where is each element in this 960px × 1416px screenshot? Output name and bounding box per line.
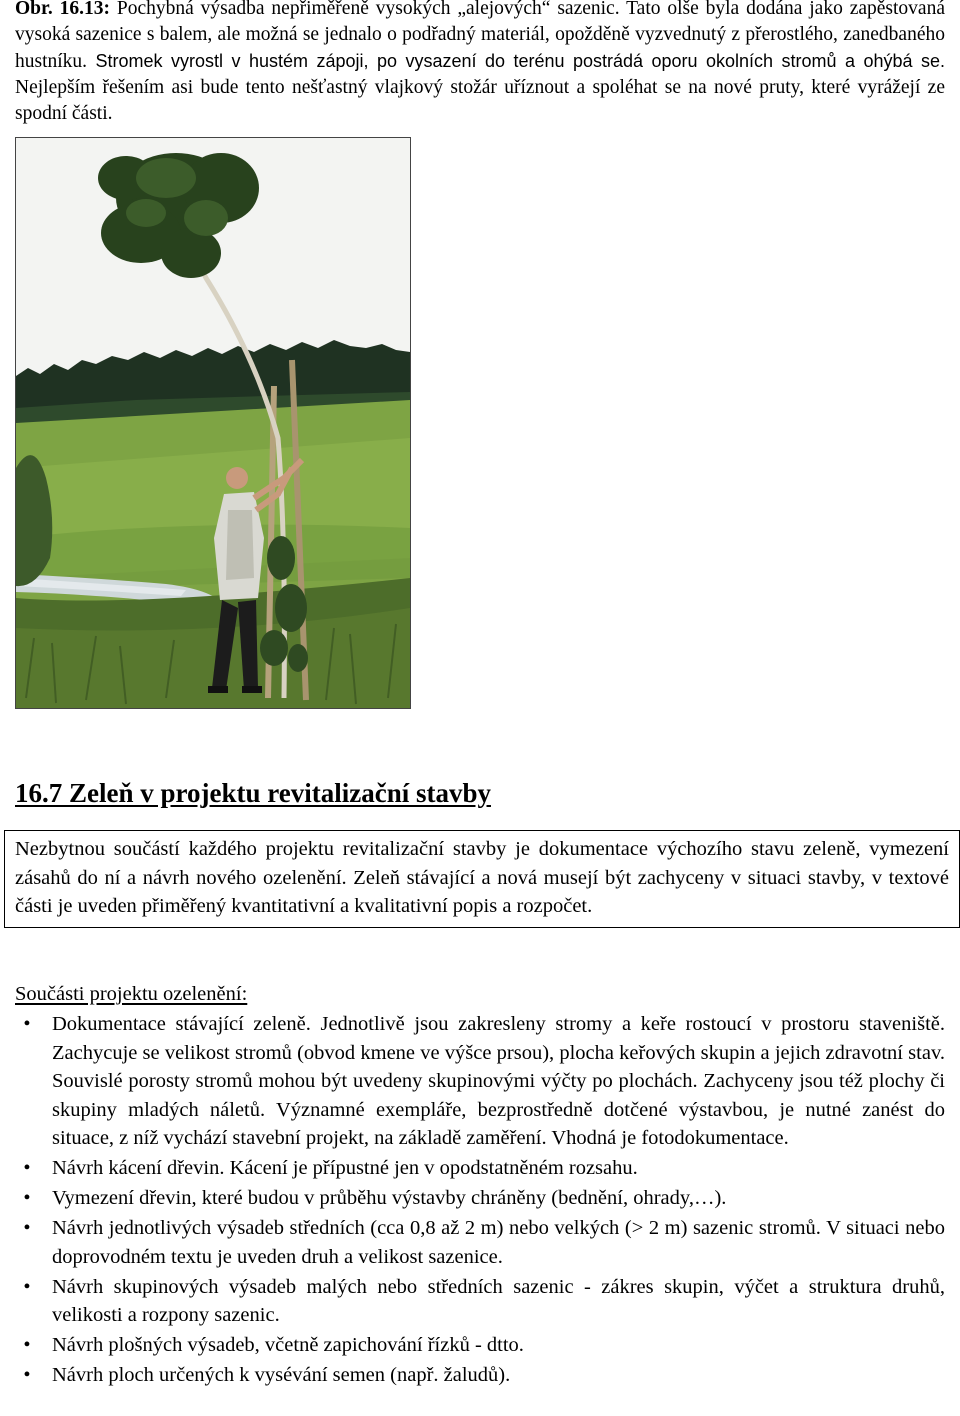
list-item-text: Návrh ploch určených k vysévání semen (např. žaludů). [52,1364,511,1386]
list-item [15,1010,945,1153]
list-item [15,1361,945,1390]
list-subheading: Součásti projektu ozelenění: [15,983,248,1005]
intro-box: Nezbytnou součástí každého projektu revitalizační stavby je dokumentace výchozího stavu zeleně, vymezení zásahů do ní a návrh nového ozelenění. Zeleň stávající a nová musejí být zachyceny v situaci stavby, v textové části je uveden přiměřený kvantitativní a kvalitativní popis a rozpočet. [4,830,960,928]
list-item-text: Návrh plošných výsadeb, včetně zapichování řízků - dtto. [52,1334,524,1356]
list-item-text: Návrh skupinových výsadeb malých nebo středních sazenic - zákres skupin, výčet a struktura druhů, velikosti a rozpony sazenic. [52,1275,945,1326]
list-item [15,1214,945,1271]
bullet-icon: • [23,1013,31,1035]
list-item [15,1184,945,1213]
bullet-icon: • [23,1187,31,1209]
figure-photo [15,137,411,709]
caption-text-part-3: Nejlepším řešením asi bude tento nešťastný vlajkový stožár uříznout a spoléhat se na nové pruty, které vyrážejí ze spodní části. [15,77,945,124]
bullet-icon: • [23,1334,31,1356]
list-item-text: Návrh kácení dřevin. Kácení je přípustné jen v opodstatněném rozsahu. [52,1157,638,1179]
figure-label: Obr. 16.13: [15,0,110,19]
list-item [15,1331,945,1360]
bullet-icon: • [23,1157,31,1179]
bullet-list [15,1010,945,1391]
list-item [15,1154,945,1183]
bullet-icon: • [23,1275,31,1298]
list-item-text: Vymezení dřevin, které budou v průběhu výstavby chráněny (bednění, ohrady,…). [52,1187,727,1209]
bullet-icon: • [23,1217,31,1239]
bullet-icon: • [23,1364,31,1386]
caption-text-part-2: Stromek vyrostl v hustém zápoji, po vysazení do terénu postrádá oporu okolních stromů a ohýbá se. [87,51,945,71]
list-item [15,1273,945,1330]
figure-caption [15,0,945,127]
list-item-text: Dokumentace stávající zeleně. Jednotlivě jsou zakresleny stromy a keře rostoucí v prostoru staveniště. Zachycuje se velikost stromů (obvod kmene ve výšce prsou), plocha keřových skupin a jejich zdravotní stav. Souvislé porosty stromů mohou být uvedeny skupinovými výčty po plochách. Zachyceny jsou též plochy či skupiny mladých náletů. Významné exempláře, bezprostředně dotčené výstavbou, je nutné zanést do situace, z níž vychází stavební projekt, na základě zaměření. Vhodná je fotodokumentace. [52,1013,945,1149]
list-item-text: Návrh jednotlivých výsadeb středních (cca 0,8 až 2 m) nebo velkých (> 2 m) sazenic stromů. V situaci nebo doprovodném textu je uveden druh a velikost sazenice. [52,1217,945,1268]
section-heading: 16.7 Zeleň v projektu revitalizační stavby [15,778,491,808]
caption-text-part-1: Pochybná výsadba nepřiměřeně vysokých „alejových“ sazenic. Tato olše byla dodána jako zapěstovaná vysoká sazenice s balem, ale možná se jednalo o podřadný materiál, opožděně vyzvednutý z přerostlého, zanedbaného hustníku. [15,0,945,72]
